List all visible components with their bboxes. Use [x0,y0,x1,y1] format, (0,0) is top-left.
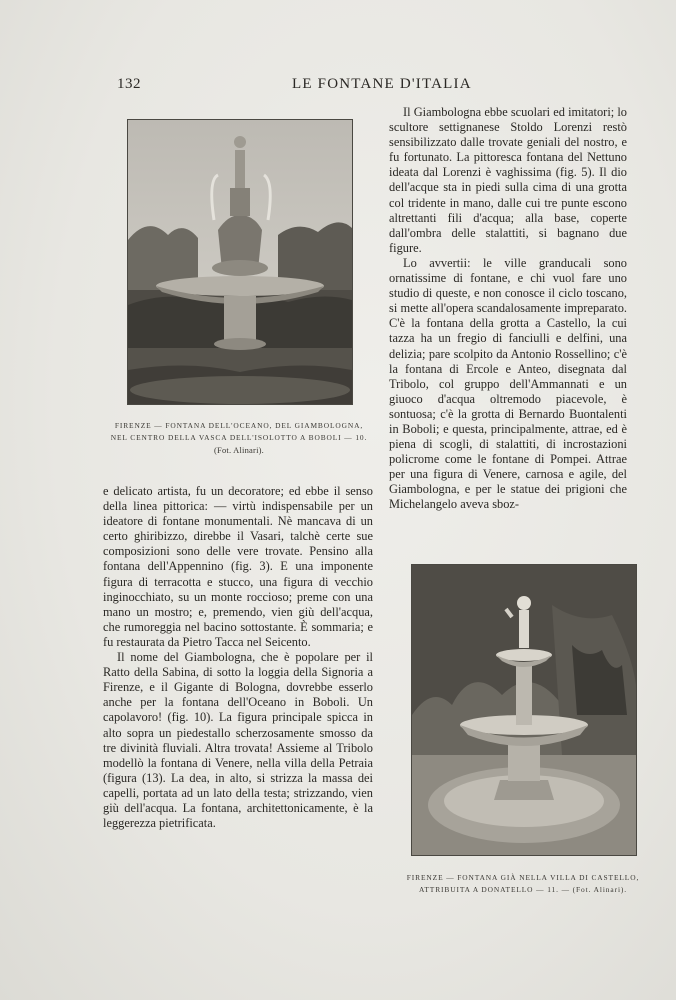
caption-line: (Fot. Alinari). [214,445,264,455]
right-text-column [389,105,627,513]
caption-line: ATTRIBUITA A DONATELLO — 11. — (Fot. Alinari). [418,885,628,894]
paragraph: Il Giambologna ebbe scuolari ed imitatori; lo scultore settignanese Stoldo Lorenzi restò sensibilizzato dalle trovate geniali del nostro, e fu fortunato. La pittoresca fontana del Nettuno ideata dal Lorenzi è vaghissima (fig. 5). Il dio dell'acque sta in piedi sulla cima di una grotta col tridente in mano, dalle cui tre punte escono altrettanti fili d'acqua; alla base, coperte dall'ombra delle stalattiti, si bagnano due figure. [389,105,627,255]
paragraph: Il nome del Giambologna, che è popolare per il Ratto della Sabina, di sotto la loggia della Signoria a Firenze, e il Gigante di Bologna, dovrebbe esserlo anche per la fontana dell'Oceano in Boboli. Un capolavoro! (fig. 10). La figura principale spicca in alto sopra un piedestallo scherzosamente smosso da tre divinità fluviali. Altra trovata! Assieme al Tribolo modellò la fontana di Venere, nella villa della Petraia (figura (13). La dea, in alto, si strizza la massa dei capelli, portata ad un lato della testa; strizzando, vien giù dell'acqua. La fontana, architettonicamente, è la leggerezza pietrificata. [103,650,373,831]
photo-fontana-castello [411,564,637,856]
left-text-column [103,484,373,831]
paragraph: Lo avvertii: le ville granducali sono ornatissime di fontane, e chi vuol fare uno studio di queste, e non conosce il ciclo toscano, si mette all'opera scandalosamente impreparato. C'è la fontana della grotta a Castello, la cui tazza ha un fregio di fanciulli e delfini, una delizia; pare scolpito da Antonio Rossellino; c'è la fontana di Ercole e Anteo, disegnata dal Tribolo, col gruppo dell'Ammannati e un giuoco d'acqua oltremodo piacevole, è sontuosa; c'è la grotta di Bernardo Buontalenti in Boboli; e questa, principalmente, attrae, ed è piena di scogli, di stalattiti, di incrostazioni policrome come le fontane di Pompei. Attrae per una figura di Venere, carnosa e agile, del Giambologna, e per le statue dei prigioni che Michelangelo aveva sboz- [389,255,627,512]
caption-line: FIRENZE — FONTANA GIÀ NELLA VILLA DI CASTELLO, [406,873,640,882]
photo-fontana-oceano [127,119,353,405]
paragraph: e delicato artista, fu un decoratore; ed ebbe il senso della linea pittorica: — virtù indispensabile per un ideatore di fontane monumentali. Nè mancava di un certo ghiribizzo, direbbe il Vasari, talchè certe sue composizioni sono delle vere trovate. Pensino alla fontana dell'Appennino (fig. 3). E una imponente figura di terracotta e stucco, una figura di vecchio inginocchiato, su un monte roccioso; preme con una mano un mostro; e, premendo, vien giù dell'acqua, che rumoreggia nel bacino sottostante. È sommaria; e fu restaurata da Pietro Tacca nel Seicento. [103,484,373,649]
page-number: 132 [117,76,141,92]
caption-line: NEL CENTRO DELLA VASCA DELL'ISOLOTTO A BOBOLI — 10. [110,433,368,442]
running-title: LE FONTANE D'ITALIA [292,76,472,92]
figure-11-caption [400,872,646,896]
caption-line: FIRENZE — FONTANA DELL'OCEANO, DEL GIAMBOLOGNA, [114,421,364,430]
figure-10-caption [106,420,372,456]
